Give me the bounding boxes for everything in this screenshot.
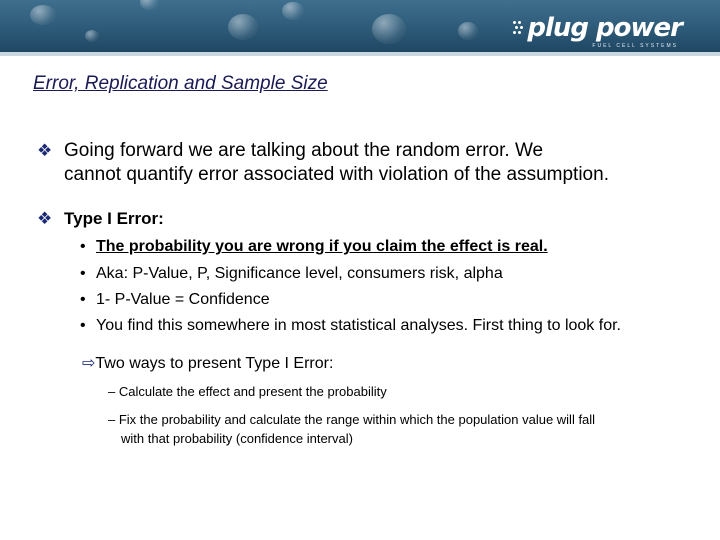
header-divider	[0, 52, 720, 56]
dot-bullet-icon: •	[80, 291, 86, 308]
brand-tagline: FUEL CELL SYSTEMS	[592, 43, 678, 49]
water-drop	[85, 30, 99, 42]
header-banner	[0, 0, 720, 52]
bullet1-line1: Going forward we are talking about the random error. We	[64, 140, 544, 161]
water-drop	[282, 2, 304, 20]
water-drop	[458, 22, 478, 40]
subpoint-item	[80, 265, 503, 283]
water-drop	[372, 14, 406, 44]
subpoint-item	[80, 317, 621, 335]
water-drop	[30, 5, 56, 25]
dash-item-text: Calculate the effect and present the probability	[118, 384, 387, 399]
bullet2-heading: Type I Error:	[64, 209, 164, 228]
brand-logo	[527, 13, 682, 49]
subpoint-text: Aka: P-Value, P, Significance level, consumers risk, alpha	[96, 265, 503, 282]
bullet1-line2: cannot quantify error associated with violation of the assumption.	[64, 164, 609, 185]
dash-item-text: Fix the probability and calculate the range within which the population value will fall	[118, 412, 596, 427]
subpoint-item	[80, 238, 548, 256]
water-drop	[140, 0, 158, 10]
subpoint-text: The probability you are wrong if you claim the effect is real.	[96, 238, 548, 255]
hollow-right-arrow-icon: ⇨	[82, 355, 96, 372]
diamond-bullet-icon: ❖	[37, 209, 53, 228]
arrow-point-text: Two ways to present Type I Error:	[95, 355, 334, 372]
subpoint-text: 1- P-Value = Confidence	[96, 291, 270, 308]
slide-title: Error, Replication and Sample Size	[33, 73, 328, 94]
brand-name: plug power	[527, 13, 682, 43]
dash-bullet-icon: –	[108, 384, 119, 399]
bullet1-text	[64, 139, 609, 187]
arrow-point	[82, 353, 333, 373]
dash-item	[108, 382, 387, 401]
diamond-bullet-icon: ❖	[37, 141, 53, 160]
subpoint-item	[80, 291, 270, 309]
subpoint-text: You find this somewhere in most statistical analyses. First thing to look for.	[96, 317, 621, 334]
dot-bullet-icon: •	[80, 317, 86, 334]
dot-bullet-icon: •	[80, 238, 86, 255]
dash-item-continuation: with that probability (confidence interval)	[121, 431, 353, 446]
dash-bullet-icon: –	[108, 412, 119, 427]
water-drop	[228, 14, 258, 40]
logo-dots-icon	[513, 21, 525, 37]
dash-item	[108, 410, 595, 448]
dot-bullet-icon: •	[80, 265, 86, 282]
